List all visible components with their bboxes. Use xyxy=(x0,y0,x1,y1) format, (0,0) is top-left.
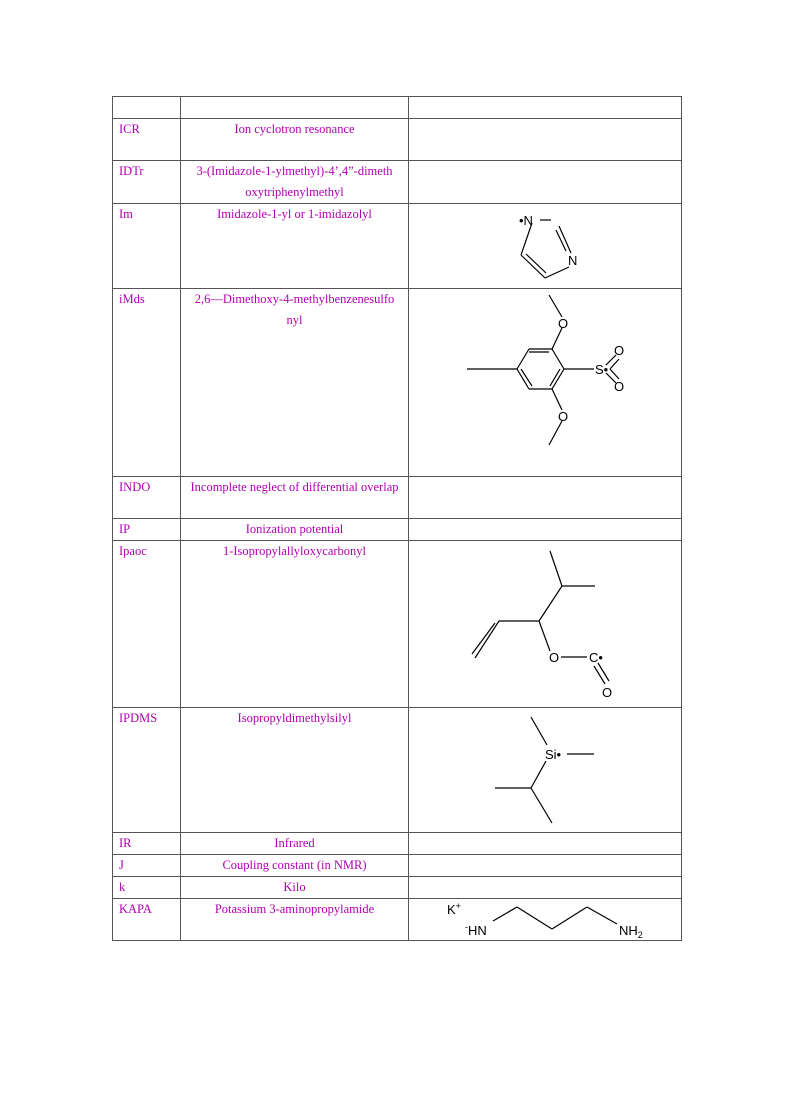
atom-o-bottom: O xyxy=(558,409,569,424)
abbr-cell: ICR xyxy=(113,119,181,161)
structure-cell xyxy=(409,855,682,877)
bond xyxy=(549,421,562,445)
imidazolyl-structure xyxy=(409,204,681,289)
table-row xyxy=(113,899,682,941)
name-cell: Potassium 3-aminopropylamide xyxy=(181,899,409,941)
bond xyxy=(539,586,562,621)
table-row xyxy=(113,877,682,899)
structure-cell xyxy=(409,708,682,833)
abbr-cell: k xyxy=(113,877,181,899)
bond xyxy=(549,295,562,317)
table-row xyxy=(113,204,682,289)
bond xyxy=(610,359,619,369)
abbr-cell: KAPA xyxy=(113,899,181,941)
abbr-cell: J xyxy=(113,855,181,877)
structure-cell xyxy=(409,161,682,204)
structure-cell xyxy=(409,289,682,477)
structure-cell xyxy=(409,97,682,119)
bond xyxy=(521,255,545,278)
ipdms-structure xyxy=(409,708,681,833)
structure-cell xyxy=(409,541,682,708)
bond xyxy=(472,623,495,654)
name-cell: Kilo xyxy=(181,877,409,899)
bond xyxy=(475,621,499,658)
table-row xyxy=(113,97,682,119)
bond xyxy=(531,761,546,788)
name-cell: 2,6—Dimethoxy-4-methylbenzenesulfo nyl xyxy=(181,289,409,477)
ipaoc-structure xyxy=(409,541,681,708)
atom-s: S• xyxy=(595,362,609,377)
table-row xyxy=(113,855,682,877)
bond xyxy=(556,230,566,251)
abbr-cell: Ipaoc xyxy=(113,541,181,708)
abbr-cell: INDO xyxy=(113,477,181,519)
table-row xyxy=(113,289,682,477)
abbr-cell: IPDMS xyxy=(113,708,181,833)
name-cell: Imidazole-1-yl or 1-imidazolyl xyxy=(181,204,409,289)
atom-si: Si• xyxy=(545,747,562,762)
abbr-cell: IP xyxy=(113,519,181,541)
table-row xyxy=(113,161,682,204)
name-cell xyxy=(181,97,409,119)
structure-cell xyxy=(409,119,682,161)
name-cell: Isopropyldimethylsilyl xyxy=(181,708,409,833)
name-cell: Infrared xyxy=(181,833,409,855)
atom-so-top: O xyxy=(614,343,625,358)
name-cell: 3-(Imidazole-1-ylmethyl)-4’,4”-dimeth oxytriphenylmethyl xyxy=(181,161,409,204)
bond xyxy=(531,788,552,823)
abbr-cell: iMds xyxy=(113,289,181,477)
structure-cell xyxy=(409,899,682,941)
abbr-cell: IDTr xyxy=(113,161,181,204)
bond xyxy=(550,551,562,586)
structure-cell xyxy=(409,519,682,541)
name-cell: Incomplete neglect of differential overlap xyxy=(181,477,409,519)
structure-cell xyxy=(409,204,682,289)
bond xyxy=(552,349,564,369)
table-row xyxy=(113,541,682,708)
abbreviation-table xyxy=(112,96,682,941)
atom-so-bottom: O xyxy=(614,379,625,394)
imds-structure xyxy=(409,289,681,477)
structure-cell xyxy=(409,477,682,519)
bond xyxy=(517,907,552,929)
atom-o-top: O xyxy=(558,316,569,331)
bond xyxy=(539,621,550,651)
abbr-cell: Im xyxy=(113,204,181,289)
atom-n1: •N xyxy=(519,213,533,228)
bond xyxy=(594,666,605,684)
kapa-structure xyxy=(409,899,681,941)
abbr-cell: IR xyxy=(113,833,181,855)
name-cell: Ionization potential xyxy=(181,519,409,541)
table-row xyxy=(113,477,682,519)
bond xyxy=(587,907,617,924)
atom-nh2: $NH_2$ xyxy=(619,923,643,940)
atom-c: C• xyxy=(589,650,603,665)
bond xyxy=(531,717,547,745)
atom-o-carbonyl: O xyxy=(602,685,613,700)
structure-cell xyxy=(409,877,682,899)
atom-n3: N xyxy=(568,253,578,268)
table-row xyxy=(113,708,682,833)
atom-o-ester: O xyxy=(549,650,560,665)
bond xyxy=(552,389,562,410)
atom-hn: -HN xyxy=(465,922,487,938)
bond xyxy=(517,349,529,369)
abbr-cell xyxy=(113,97,181,119)
atom-k: K+ xyxy=(447,901,461,917)
bond xyxy=(610,369,619,379)
bond xyxy=(493,907,517,921)
name-cell: Ion cyclotron resonance xyxy=(181,119,409,161)
structure-cell xyxy=(409,833,682,855)
bond xyxy=(598,663,609,681)
name-cell: Coupling constant (in NMR) xyxy=(181,855,409,877)
table-row xyxy=(113,119,682,161)
table-row xyxy=(113,519,682,541)
bond xyxy=(552,328,562,349)
name-cell: 1-Isopropylallyloxycarbonyl xyxy=(181,541,409,708)
bond xyxy=(552,907,587,929)
bond xyxy=(545,267,569,278)
table-row xyxy=(113,833,682,855)
